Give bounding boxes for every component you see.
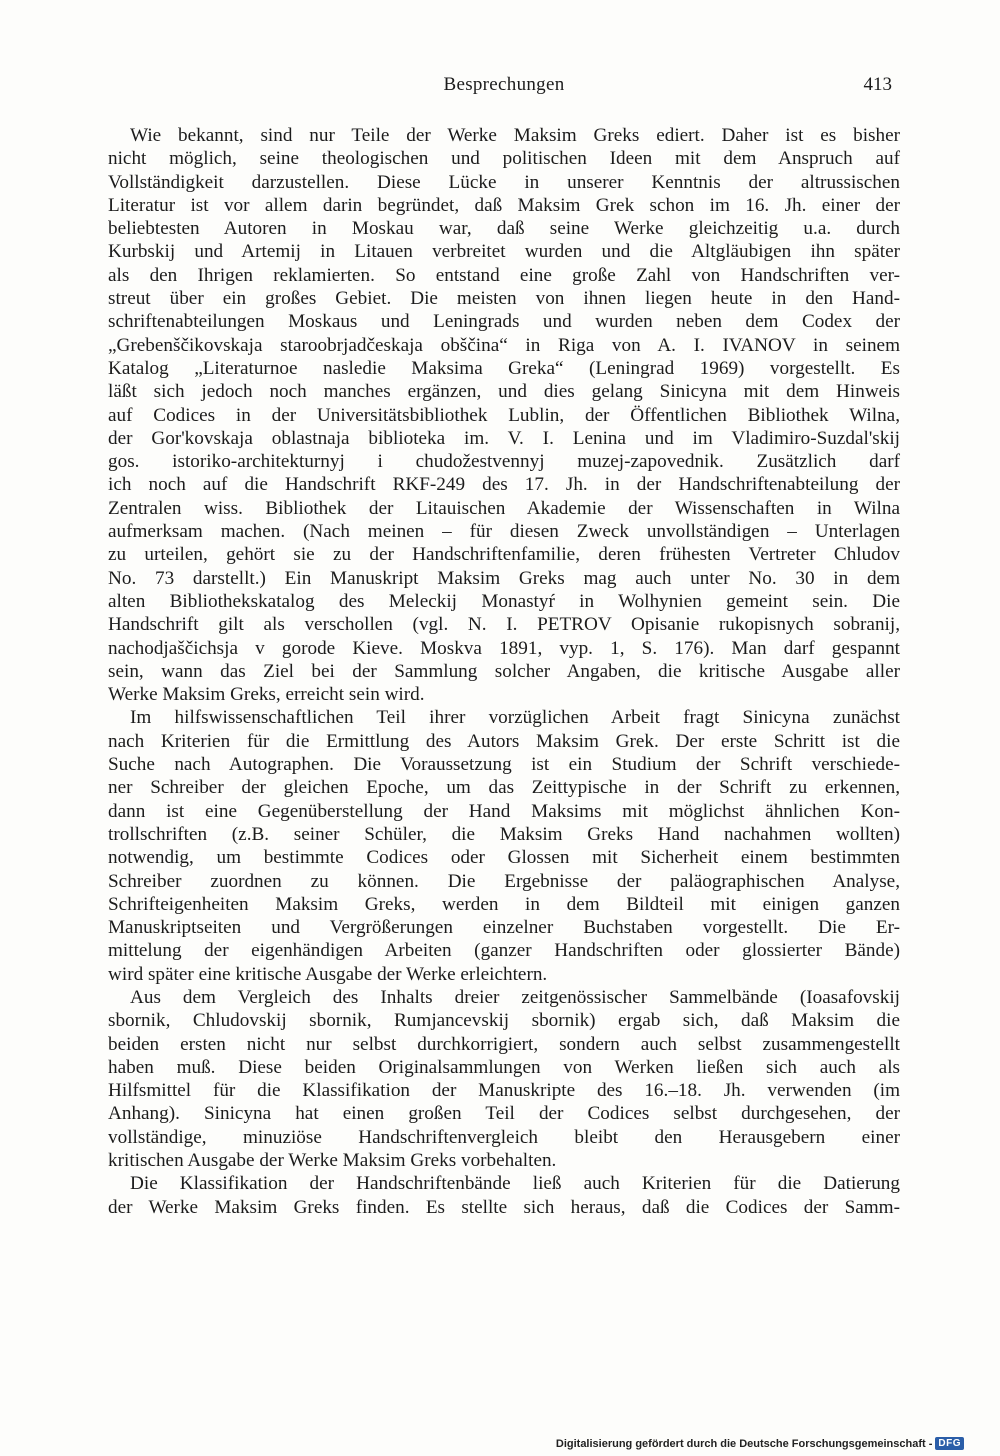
paragraph-2 [108, 706, 900, 986]
text-line: nachodjaščichsja v gorode Kieve. Moskva 1891, vyp. 1, S. 176). Man darf gespannt [108, 637, 900, 659]
text-line: Vollständigkeit darzustellen. Diese Lücke in unserer Kenntnis der altrussischen [108, 171, 900, 193]
text-line: der Gor'kovskaja oblastnaja biblioteka im. V. I. Lenina und im Vladimiro-Suzdal'skij [108, 427, 900, 449]
text-line: Handschrift gilt als verschollen (vgl. N. I. PETROV Opisanie rukopisnych sobranij, [108, 614, 900, 636]
text-line: Suche nach Autographen. Die Voraussetzung ist ein Studium der Schrift verschiede- [108, 754, 900, 776]
text-line: aufmerksam machen. (Nach meinen – für diesen Zweck unvollständigen – Unterlagen [108, 521, 900, 543]
text-line: wird später eine kritische Ausgabe der Werke erleichtern. [108, 963, 548, 985]
text-line: Die Klassifikation der Handschriftenbände ließ auch Kriterien für die Datierung [130, 1173, 900, 1195]
page-header [108, 72, 900, 100]
text-line: Kurbskij und Artemij in Litauen verbreitet wurden und die Altgläubigen ihn später [108, 241, 900, 263]
text-line: sbornik, Chludovskij sbornik, Rumjancevskij sbornik) ergab sich, daß Maksim die [108, 1010, 900, 1032]
text-line: notwendig, um bestimmte Codices oder Glossen mit Sicherheit einem bestimmten [108, 847, 900, 869]
text-line: als den Ihrigen reklamierten. So entstand eine große Zahl von Handschriften ver- [108, 264, 900, 286]
digitization-credit [556, 1437, 964, 1450]
text-line: nach Kriterien für die Ermittlung des Autors Maksim Grek. Der erste Schritt ist die [108, 730, 900, 752]
text-line: vollständige, minuziöse Handschriftenvergleich bleibt den Herausgebern einer [108, 1126, 900, 1148]
page-number: 413 [863, 74, 892, 95]
paragraph-3 [108, 986, 900, 1172]
text-line: sein, wann das Ziel bei der Sammlung solcher Angaben, die kritische Ausgabe aller [108, 660, 900, 682]
text-line: beliebtesten Autoren in Moskau war, daß seine Werke gleichzeitig u.a. durch [108, 218, 900, 240]
text-line: Hilfsmittel für die Klassifikation der Manuskripte des 16.–18. Jh. verwenden (im [108, 1080, 900, 1102]
dfg-logo: DFG [935, 1437, 964, 1450]
text-line: alten Bibliothekskatalog des Meleckij Monastyŕ in Wolhynien gemeint sein. Die [108, 590, 900, 612]
text-line: Literatur ist vor allem darin begründet, daß Maksim Grek schon im 16. Jh. einer der [108, 194, 900, 216]
text-line: der Werke Maksim Greks finden. Es stellte sich heraus, daß die Codices der Samm- [108, 1196, 900, 1218]
running-title: Besprechungen [443, 74, 565, 95]
text-line: Katalog „Literaturnoe nasledie Maksima Greka“ (Leningrad 1969) vorgestellt. Es [108, 357, 900, 379]
text-line: streut über ein großes Gebiet. Die meisten von ihnen liegen heute in den Hand- [108, 288, 900, 310]
text-line: Im hilfswissenschaftlichen Teil ihrer vorzüglichen Arbeit fragt Sinicyna zunächst [130, 707, 900, 729]
text-line: auf Codices in der Universitätsbibliothek Lublin, der Öffentlichen Bibliothek Wilna, [108, 404, 900, 426]
text-line: Anhang). Sinicyna hat einen großen Teil der Codices selbst durchgesehen, der [108, 1103, 900, 1125]
text-line: trollschriften (z.B. seiner Schüler, die Maksim Greks Hand nachahmen wollten) [108, 823, 900, 845]
text-line: ich noch auf die Handschrift RKF-249 des 17. Jh. in der Handschriftenabteilung der [108, 474, 900, 496]
article-body [108, 124, 900, 1219]
text-line: Manuskriptseiten und Vergrößerungen einzelner Buchstaben vorgestellt. Die Er- [108, 917, 900, 939]
text-line: Schrifteigenheiten Maksim Greks, werden in dem Bildteil mit einigen ganzen [108, 893, 900, 915]
text-line: gos. istoriko-architekturnyj i chudožestvennyj muzej-zapovednik. Zusätzlich darf [108, 451, 900, 473]
text-line: läßt sich jedoch noch manches ergänzen, und dies gelang Sinicyna mit dem Hinweis [108, 381, 900, 403]
text-line: nicht möglich, seine theologischen und politischen Ideen mit dem Anspruch auf [108, 148, 900, 170]
text-line: zu urteilen, gehört sie zu der Handschriftenfamilie, deren frühesten Vertreter Chludov [108, 544, 900, 566]
text-line: Aus dem Vergleich des Inhalts dreier zeitgenössischer Sammelbände (Ioasafovskij [130, 986, 900, 1008]
text-line: Schreiber zuordnen zu können. Die Ergebnisse der paläographischen Analyse, [108, 870, 900, 892]
text-line: „Grebenščikovskaja staroobrjadčeskaja obščina“ in Riga von A. I. IVANOV in seinem [108, 334, 900, 356]
text-line: beiden ersten nicht nur selbst durchkorrigiert, sondern auch selbst zusammengestellt [108, 1033, 900, 1055]
credit-text: Digitalisierung gefördert durch die Deutsche Forschungsgemeinschaft - [555, 1437, 933, 1450]
text-line: haben muß. Diese beiden Originalsammlungen von Werken ließen sich auch als [108, 1056, 900, 1078]
text-line: ner Schreiber der gleichen Epoche, um das Zeittypische in der Schrift zu erkennen, [108, 777, 900, 799]
text-line: kritischen Ausgabe der Werke Maksim Greks vorbehalten. [108, 1150, 557, 1172]
paragraph-1 [108, 124, 900, 706]
text-line: No. 73 darstellt.) Ein Manuskript Maksim Greks mag auch unter No. 30 in dem [108, 567, 900, 589]
text-line: Werke Maksim Greks, erreicht sein wird. [108, 684, 425, 706]
text-line: schriftenabteilungen Moskaus und Leningrads und wurden neben dem Codex der [108, 311, 900, 333]
text-line: Wie bekannt, sind nur Teile der Werke Maksim Greks ediert. Daher ist es bisher [130, 125, 900, 146]
text-line: dann ist eine Gegenüberstellung der Hand Maksims mit möglichst ähnlichen Kon- [108, 800, 900, 822]
paragraph-4 [108, 1172, 900, 1219]
text-line: mittelung der eigenhändigen Arbeiten (ganzer Handschriften oder glossierter Bände) [108, 940, 900, 962]
text-line: Zentralen wiss. Bibliothek der Litauischen Akademie der Wissenschaften in Wilna [108, 497, 900, 519]
